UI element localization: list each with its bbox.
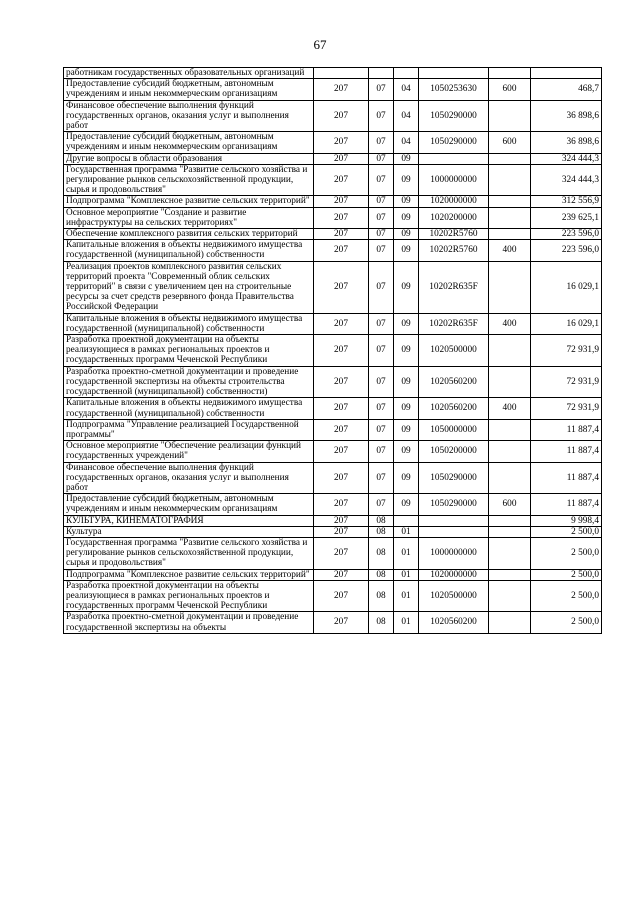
target-article-cell — [419, 526, 489, 537]
sum-cell: 11 887,4 — [531, 419, 602, 440]
section-code-cell: 07 — [369, 494, 394, 515]
name-cell: Разработка проектной документации на объекты реализующиеся в рамках региональных проектов и государственных программ Чеченской Республики — [64, 335, 314, 367]
ministry-code-cell: 207 — [314, 569, 369, 580]
sum-cell: 2 500,0 — [531, 537, 602, 569]
target-article-cell: 1020560200 — [419, 612, 489, 633]
target-article-cell: 1050200000 — [419, 441, 489, 462]
name-cell: Обеспечение комплексного развития сельских территорий — [64, 229, 314, 240]
section-code-cell: 07 — [369, 441, 394, 462]
name-cell: Разработка проектной документации на объекты реализующиеся в рамках региональных проектов и государственных программ Чеченской Республики — [64, 580, 314, 612]
ministry-code-cell: 207 — [314, 462, 369, 494]
name-cell: Капитальные вложения в объекты недвижимого имущества государственной (муниципальной) собственности — [64, 313, 314, 334]
section-code-cell: 07 — [369, 366, 394, 398]
table-row — [64, 441, 602, 462]
expense-type-cell — [489, 515, 531, 526]
ministry-code-cell: 207 — [314, 153, 369, 164]
target-article-cell: 10202R635F — [419, 313, 489, 334]
target-article-cell: 1050253630 — [419, 79, 489, 100]
section-code-cell — [369, 68, 394, 79]
name-cell: Подпрограмма "Комплексное развитие сельских территорий" — [64, 569, 314, 580]
sum-cell: 223 596,0 — [531, 240, 602, 261]
ministry-code-cell: 207 — [314, 132, 369, 153]
subsection-code-cell: 09 — [394, 196, 419, 207]
target-article-cell: 10202R635F — [419, 261, 489, 313]
name-cell: Финансовое обеспечение выполнения функций государственных органов, оказания услуг и выполнения работ — [64, 462, 314, 494]
sum-cell: 2 500,0 — [531, 580, 602, 612]
sum-cell: 72 931,9 — [531, 335, 602, 367]
expense-type-cell — [489, 366, 531, 398]
ministry-code-cell: 207 — [314, 335, 369, 367]
ministry-code-cell: 207 — [314, 261, 369, 313]
expense-type-cell: 600 — [489, 79, 531, 100]
name-cell: Капитальные вложения в объекты недвижимого имущества государственной (муниципальной) собственности — [64, 240, 314, 261]
name-cell: Культура — [64, 526, 314, 537]
subsection-code-cell: 09 — [394, 419, 419, 440]
section-code-cell: 07 — [369, 261, 394, 313]
name-cell: Разработка проектно-сметной документации и проведение государственной экспертизы на объекты строительства государственной (муниципальной) собственности) — [64, 366, 314, 398]
name-cell: Государственная программа "Развитие сельского хозяйства и регулирование рынков сельскохозяйственной продукции, сырья и продовольствия" — [64, 164, 314, 196]
ministry-code-cell: 207 — [314, 441, 369, 462]
name-cell: Реализация проектов комплексного развития сельских территорий проекта "Современный облик сельских территорий" в связи с увеличением цен на строительные ресурсы за счет средств резервного фонда Правительства Российской Федерации — [64, 261, 314, 313]
expense-type-cell — [489, 164, 531, 196]
section-code-cell: 07 — [369, 196, 394, 207]
table-row — [64, 494, 602, 515]
sum-cell: 223 596,0 — [531, 229, 602, 240]
section-code-cell: 08 — [369, 526, 394, 537]
ministry-code-cell: 207 — [314, 100, 369, 132]
target-article-cell: 1020200000 — [419, 207, 489, 228]
table-row — [64, 526, 602, 537]
expense-type-cell — [489, 100, 531, 132]
table-row — [64, 229, 602, 240]
subsection-code-cell: 09 — [394, 494, 419, 515]
name-cell: Другие вопросы в области образования — [64, 153, 314, 164]
ministry-code-cell: 207 — [314, 207, 369, 228]
section-code-cell: 07 — [369, 240, 394, 261]
section-code-cell: 08 — [369, 569, 394, 580]
target-article-cell: 1020560200 — [419, 398, 489, 419]
sum-cell: 9 998,4 — [531, 515, 602, 526]
subsection-code-cell: 09 — [394, 366, 419, 398]
target-article-cell — [419, 153, 489, 164]
expense-type-cell — [489, 537, 531, 569]
sum-cell: 324 444,3 — [531, 164, 602, 196]
target-article-cell — [419, 515, 489, 526]
target-article-cell: 1050290000 — [419, 132, 489, 153]
sum-cell: 2 500,0 — [531, 526, 602, 537]
sum-cell: 72 931,9 — [531, 366, 602, 398]
ministry-code-cell: 207 — [314, 79, 369, 100]
table-row — [64, 132, 602, 153]
ministry-code-cell: 207 — [314, 366, 369, 398]
target-article-cell: 1020500000 — [419, 335, 489, 367]
name-cell: Подпрограмма "Комплексное развитие сельских территорий" — [64, 196, 314, 207]
ministry-code-cell: 207 — [314, 419, 369, 440]
table-row — [64, 153, 602, 164]
sum-cell: 2 500,0 — [531, 569, 602, 580]
table-row — [64, 462, 602, 494]
section-code-cell: 07 — [369, 313, 394, 334]
sum-cell: 36 898,6 — [531, 100, 602, 132]
ministry-code-cell: 207 — [314, 526, 369, 537]
sum-cell: 16 029,1 — [531, 261, 602, 313]
expense-type-cell — [489, 612, 531, 633]
subsection-code-cell — [394, 68, 419, 79]
target-article-cell: 10202R5760 — [419, 240, 489, 261]
table-row — [64, 419, 602, 440]
section-code-cell: 07 — [369, 100, 394, 132]
name-cell: КУЛЬТУРА, КИНЕМАТОГРАФИЯ — [64, 515, 314, 526]
page-number: 67 — [313, 37, 327, 52]
table-row — [64, 240, 602, 261]
expense-type-cell — [489, 261, 531, 313]
name-cell: Предоставление субсидий бюджетным, автономным учреждениям и иным некоммерческим организациям — [64, 494, 314, 515]
subsection-code-cell: 04 — [394, 100, 419, 132]
section-code-cell: 08 — [369, 537, 394, 569]
expense-type-cell — [489, 419, 531, 440]
name-cell: Финансовое обеспечение выполнения функций государственных органов, оказания услуг и выполнения работ — [64, 100, 314, 132]
ministry-code-cell — [314, 68, 369, 79]
table-row — [64, 68, 602, 79]
expense-type-cell — [489, 207, 531, 228]
ministry-code-cell: 207 — [314, 398, 369, 419]
section-code-cell: 07 — [369, 164, 394, 196]
name-cell: Подпрограмма "Управление реализацией Государственной программы" — [64, 419, 314, 440]
sum-cell: 72 931,9 — [531, 398, 602, 419]
expense-type-cell — [489, 153, 531, 164]
name-cell: работникам государственных образовательных организаций — [64, 68, 314, 79]
expense-type-cell — [489, 441, 531, 462]
sum-cell: 324 444,3 — [531, 153, 602, 164]
expense-type-cell: 600 — [489, 132, 531, 153]
ministry-code-cell: 207 — [314, 494, 369, 515]
target-article-cell: 1000000000 — [419, 164, 489, 196]
expense-type-cell — [489, 335, 531, 367]
subsection-code-cell: 09 — [394, 153, 419, 164]
table-row — [64, 79, 602, 100]
ministry-code-cell: 207 — [314, 612, 369, 633]
table-row — [64, 537, 602, 569]
expense-type-cell — [489, 196, 531, 207]
target-article-cell: 1020000000 — [419, 196, 489, 207]
expense-type-cell — [489, 526, 531, 537]
sum-cell: 312 556,9 — [531, 196, 602, 207]
section-code-cell: 08 — [369, 515, 394, 526]
budget-table — [63, 67, 602, 634]
ministry-code-cell: 207 — [314, 196, 369, 207]
subsection-code-cell: 01 — [394, 612, 419, 633]
section-code-cell: 07 — [369, 462, 394, 494]
table-row — [64, 164, 602, 196]
section-code-cell: 07 — [369, 419, 394, 440]
table-row — [64, 366, 602, 398]
table-row — [64, 398, 602, 419]
sum-cell: 36 898,6 — [531, 132, 602, 153]
ministry-code-cell: 207 — [314, 515, 369, 526]
subsection-code-cell: 09 — [394, 261, 419, 313]
table-row — [64, 515, 602, 526]
ministry-code-cell: 207 — [314, 313, 369, 334]
subsection-code-cell: 01 — [394, 569, 419, 580]
target-article-cell: 1050290000 — [419, 100, 489, 132]
ministry-code-cell: 207 — [314, 580, 369, 612]
target-article-cell: 1020500000 — [419, 580, 489, 612]
target-article-cell: 1050000000 — [419, 419, 489, 440]
ministry-code-cell: 207 — [314, 164, 369, 196]
name-cell: Предоставление субсидий бюджетным, автономным учреждениям и иным некоммерческим организациям — [64, 79, 314, 100]
sum-cell: 11 887,4 — [531, 494, 602, 515]
sum-cell: 11 887,4 — [531, 462, 602, 494]
table-row — [64, 207, 602, 228]
table-row — [64, 313, 602, 334]
subsection-code-cell: 09 — [394, 462, 419, 494]
name-cell: Государственная программа "Развитие сельского хозяйства и регулирование рынков сельскохозяйственной продукции, сырья и продовольствия" — [64, 537, 314, 569]
target-article-cell: 1050290000 — [419, 494, 489, 515]
expense-type-cell: 600 — [489, 494, 531, 515]
subsection-code-cell: 09 — [394, 207, 419, 228]
sum-cell: 11 887,4 — [531, 441, 602, 462]
subsection-code-cell: 09 — [394, 164, 419, 196]
target-article-cell: 1020560200 — [419, 366, 489, 398]
expense-type-cell: 400 — [489, 313, 531, 334]
name-cell: Основное мероприятие "Обеспечение реализации функций государственных учреждений" — [64, 441, 314, 462]
table-row — [64, 100, 602, 132]
expense-type-cell — [489, 569, 531, 580]
subsection-code-cell: 01 — [394, 537, 419, 569]
expense-type-cell — [489, 462, 531, 494]
sum-cell: 468,7 — [531, 79, 602, 100]
expense-type-cell — [489, 68, 531, 79]
target-article-cell: 10202R5760 — [419, 229, 489, 240]
subsection-code-cell: 01 — [394, 580, 419, 612]
section-code-cell: 07 — [369, 79, 394, 100]
subsection-code-cell: 09 — [394, 441, 419, 462]
name-cell: Основное мероприятие "Создание и развитие инфраструктуры на сельских территориях" — [64, 207, 314, 228]
section-code-cell: 08 — [369, 612, 394, 633]
table-row — [64, 580, 602, 612]
name-cell: Капитальные вложения в объекты недвижимого имущества государственной (муниципальной) собственности — [64, 398, 314, 419]
expense-type-cell — [489, 580, 531, 612]
target-article-cell: 1020000000 — [419, 569, 489, 580]
subsection-code-cell: 09 — [394, 240, 419, 261]
subsection-code-cell: 09 — [394, 229, 419, 240]
subsection-code-cell: 04 — [394, 79, 419, 100]
subsection-code-cell: 04 — [394, 132, 419, 153]
table-row — [64, 196, 602, 207]
name-cell: Разработка проектно-сметной документации и проведение государственной экспертизы на объекты — [64, 612, 314, 633]
expense-type-cell: 400 — [489, 240, 531, 261]
section-code-cell: 07 — [369, 398, 394, 419]
section-code-cell: 07 — [369, 335, 394, 367]
subsection-code-cell: 09 — [394, 313, 419, 334]
subsection-code-cell: 01 — [394, 526, 419, 537]
target-article-cell: 1050290000 — [419, 462, 489, 494]
expense-type-cell: 400 — [489, 398, 531, 419]
subsection-code-cell — [394, 515, 419, 526]
subsection-code-cell: 09 — [394, 398, 419, 419]
section-code-cell: 08 — [369, 580, 394, 612]
section-code-cell: 07 — [369, 229, 394, 240]
sum-cell: 239 625,1 — [531, 207, 602, 228]
expense-type-cell — [489, 229, 531, 240]
table-row — [64, 569, 602, 580]
section-code-cell: 07 — [369, 153, 394, 164]
sum-cell — [531, 68, 602, 79]
name-cell: Предоставление субсидий бюджетным, автономным учреждениям и иным некоммерческим организациям — [64, 132, 314, 153]
sum-cell: 16 029,1 — [531, 313, 602, 334]
section-code-cell: 07 — [369, 132, 394, 153]
subsection-code-cell: 09 — [394, 335, 419, 367]
section-code-cell: 07 — [369, 207, 394, 228]
ministry-code-cell: 207 — [314, 240, 369, 261]
table-row — [64, 612, 602, 633]
ministry-code-cell: 207 — [314, 537, 369, 569]
table-row — [64, 261, 602, 313]
target-article-cell: 1000000000 — [419, 537, 489, 569]
table-row — [64, 335, 602, 367]
target-article-cell — [419, 68, 489, 79]
ministry-code-cell: 207 — [314, 229, 369, 240]
sum-cell: 2 500,0 — [531, 612, 602, 633]
